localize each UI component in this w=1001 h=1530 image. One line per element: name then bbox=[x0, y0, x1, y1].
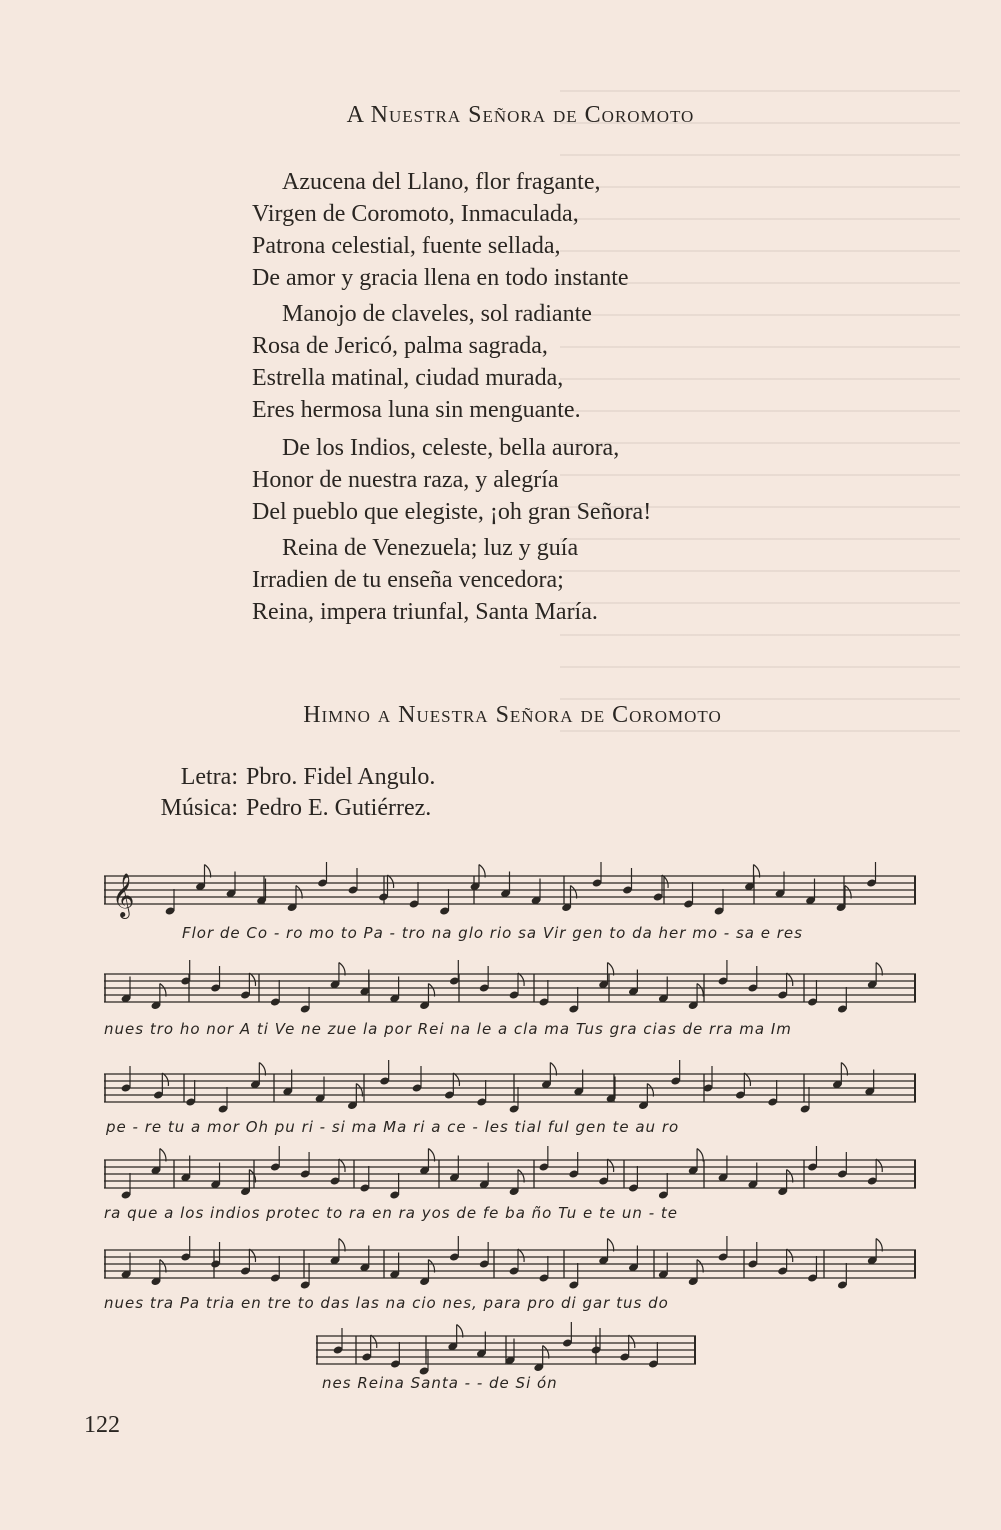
verse-line: De amor y gracia llena en todo instante bbox=[252, 265, 629, 291]
verse-line: Del pueblo que elegiste, ¡oh gran Señora! bbox=[252, 499, 652, 525]
verse-line: Irradien de tu enseña vencedora; bbox=[252, 567, 564, 593]
poem-stanza-4 bbox=[252, 532, 598, 628]
lyric-line-3: pe - re tu a mor Oh pu ri - si ma Ma ri a ce - les tial ful gen te au ro bbox=[106, 1118, 680, 1136]
lyric-line-2: nues tro ho nor A ti Ve ne zue la por Rei na le a cla ma Tus gra cias de rra ma Im bbox=[104, 1020, 792, 1038]
note-flag bbox=[787, 1249, 793, 1262]
note-flag bbox=[629, 1335, 635, 1348]
verse-line: Patrona celestial, fuente sellada, bbox=[252, 233, 561, 259]
hymn-title: Himno a Nuestra Señora de Coromoto bbox=[303, 702, 722, 728]
note-flag bbox=[662, 875, 668, 888]
verse-line: Estrella matinal, ciudad murada, bbox=[252, 365, 564, 391]
note-flag bbox=[249, 973, 255, 986]
lyric-line-4: ra que a los indios protec to ra en ra yos de fe ba ño Tu e te un - te bbox=[104, 1204, 678, 1222]
lyric-line-1: Flor de Co - ro mo to Pa - tro na glo rio sa Vir gen to da her mo - sa e res bbox=[182, 924, 803, 942]
verse-line: Azucena del Llano, flor fragante, bbox=[282, 169, 601, 195]
note-flag bbox=[518, 1249, 524, 1262]
music-staff-3 bbox=[104, 1060, 916, 1120]
note-flag bbox=[608, 1159, 614, 1172]
verse-line: Honor de nuestra raza, y alegría bbox=[252, 467, 559, 493]
lyric-line-5: nues tra Pa tria en tre to das las na cio nes, para pro di gar tus do bbox=[104, 1294, 669, 1312]
music-staff-1 bbox=[104, 862, 916, 922]
lyricist-credit bbox=[128, 762, 435, 793]
composer-credit bbox=[128, 793, 435, 824]
note-flag bbox=[744, 1073, 750, 1086]
note-flag bbox=[518, 973, 524, 986]
note-flag bbox=[787, 973, 793, 986]
note-flag bbox=[876, 1159, 882, 1172]
poem-title: A Nuestra Señora de Coromoto bbox=[346, 102, 695, 128]
note-flag bbox=[339, 1159, 345, 1172]
verse-line: Reina, impera triunfal, Santa María. bbox=[252, 599, 598, 625]
note-flag bbox=[249, 1249, 255, 1262]
music-staff-2 bbox=[104, 960, 916, 1020]
verse-line: De los Indios, celeste, bella aurora, bbox=[282, 435, 620, 461]
page-number: 122 bbox=[84, 1412, 120, 1438]
note-flag bbox=[371, 1335, 377, 1348]
verse-line: Eres hermosa luna sin menguante. bbox=[252, 397, 581, 423]
note-flag bbox=[162, 1073, 168, 1086]
credit-value: Pbro. Fidel Angulo. bbox=[246, 764, 436, 790]
poem-stanza-2 bbox=[252, 298, 592, 426]
verse-line: Manojo de claveles, sol radiante bbox=[282, 301, 592, 327]
music-staff-5 bbox=[104, 1236, 916, 1296]
hymn-credits bbox=[128, 762, 435, 824]
music-staff-6 bbox=[316, 1322, 696, 1382]
treble-clef-icon: 𝄞 bbox=[112, 873, 135, 917]
poem-stanza-1 bbox=[252, 166, 629, 294]
note-flag bbox=[453, 1073, 459, 1086]
music-staff-4 bbox=[104, 1146, 916, 1206]
verse-line: Reina de Venezuela; luz y guía bbox=[282, 535, 579, 561]
verse-line: Rosa de Jericó, palma sagrada, bbox=[252, 333, 548, 359]
credit-label: Música: bbox=[160, 795, 238, 821]
credit-value: Pedro E. Gutiérrez. bbox=[246, 795, 432, 821]
note-flag bbox=[388, 875, 394, 888]
credit-label: Letra: bbox=[180, 764, 238, 790]
poem-stanza-3 bbox=[252, 432, 651, 528]
lyric-line-6: nes Reina Santa - - de Si ón bbox=[322, 1374, 558, 1392]
verse-line: Virgen de Coromoto, Inmaculada, bbox=[252, 201, 579, 227]
